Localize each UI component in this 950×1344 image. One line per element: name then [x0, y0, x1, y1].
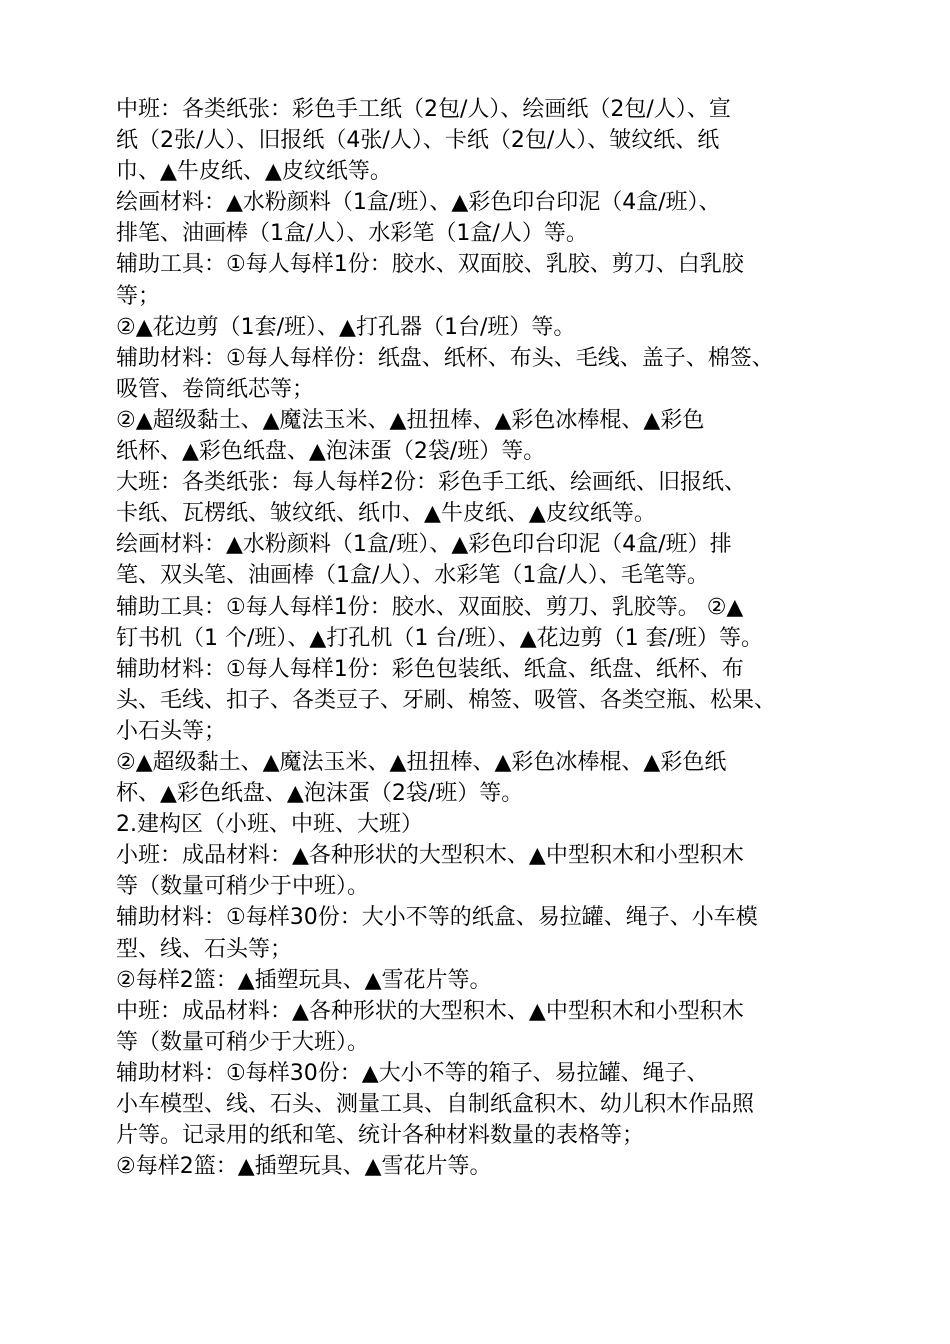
text-line: 等；: [116, 283, 161, 309]
text-line: 小班：成品材料：▲各种形状的大型积木、▲中型积木和小型积木: [116, 843, 744, 869]
text-line: ②▲超级黏土、▲魔法玉米、▲扭扭棒、▲彩色冰棒棍、▲彩色: [116, 407, 705, 433]
text-line: 纸杯、▲彩色纸盘、▲泡沫蛋（2袋/班）等。: [116, 439, 546, 465]
text-line: 绘画材料：▲水粉颜料（1盒/班）、▲彩色印台印泥（4盒/班）排: [116, 532, 732, 558]
text-line: 辅助工具：①每人每样1份：胶水、双面胶、乳胶、剪刀、白乳胶: [116, 252, 744, 278]
text-line: 钉书机（1 个/班）、▲打孔机（1 台/班）、▲花边剪（1 套/班）等。: [116, 625, 764, 651]
section-heading: 2.建构区（小班、中班、大班）: [116, 812, 423, 838]
text-line: 卡纸、瓦楞纸、皱纹纸、纸巾、▲牛皮纸、▲皮纹纸等。: [116, 501, 656, 527]
text-line: 吸管、卷筒纸芯等；: [116, 376, 315, 402]
text-line: 等（数量可稍少于中班）。: [116, 874, 370, 900]
text-line: 纸（2张/人）、旧报纸（4张/人）、卡纸（2包/人）、皱纹纸、纸: [116, 128, 720, 154]
text-line: 型、线、石头等；: [116, 936, 293, 962]
text-line: 等（数量可稍少于大班）。: [116, 1029, 370, 1055]
document-body: [116, 94, 846, 1182]
text-line: 辅助材料：①每样30份：大小不等的纸盒、易拉罐、绳子、小车模: [116, 905, 758, 931]
text-line: 中班：成品材料：▲各种形状的大型积木、▲中型积木和小型积木: [116, 998, 744, 1024]
text-line: 头、毛线、扣子、各类豆子、牙刷、棉签、吸管、各类空瓶、松果、: [116, 687, 777, 713]
text-line: ②每样2篮：▲插塑玩具、▲雪花片等。: [116, 1154, 492, 1180]
text-line: 绘画材料：▲水粉颜料（1盒/班）、▲彩色印台印泥（4盒/班）、: [116, 190, 721, 216]
text-line: 辅助材料：①每人每样份：纸盘、纸杯、布头、毛线、盖子、棉签、: [116, 345, 774, 371]
text-line: 辅助材料：①每样30份：▲大小不等的箱子、易拉罐、绳子、: [116, 1060, 709, 1086]
text-line: 辅助材料：①每人每样1份：彩色包装纸、纸盒、纸盘、纸杯、布: [116, 656, 744, 682]
text-line: ②每样2篮：▲插塑玩具、▲雪花片等。: [116, 967, 492, 993]
text-line: 杯、▲彩色纸盘、▲泡沫蛋（2袋/班）等。: [116, 781, 524, 807]
text-line: 中班：各类纸张：彩色手工纸（2包/人）、绘画纸（2包/人）、宣: [116, 97, 731, 122]
text-line: ②▲超级黏土、▲魔法玉米、▲扭扭棒、▲彩色冰棒棍、▲彩色纸: [116, 749, 727, 775]
text-line: 小石头等；: [116, 718, 227, 744]
text-line: 排笔、油画棒（1盒/人）、水彩笔（1盒/人）等。: [116, 221, 588, 247]
text-line: 辅助工具：①每人每样1份：胶水、双面胶、剪刀、乳胶等。 ②▲: [116, 594, 744, 620]
text-line: 笔、双头笔、油画棒（1盒/人）、水彩笔（1盒/人）、毛笔等。: [116, 563, 709, 589]
text-line: 大班：各类纸张：每人每样2份：彩色手工纸、绘画纸、旧报纸、: [116, 470, 746, 496]
text-line: 小车模型、线、石头、测量工具、自制纸盒积木、幼儿积木作品照: [116, 1092, 755, 1117]
text-line: 巾、▲牛皮纸、▲皮纹纸等。: [116, 159, 392, 185]
text-line: 片等。记录用的纸和笔、统计各种材料数量的表格等；: [116, 1123, 645, 1149]
text-line: ②▲花边剪（1套/班）、▲打孔器（1台/班）等。: [116, 314, 576, 340]
